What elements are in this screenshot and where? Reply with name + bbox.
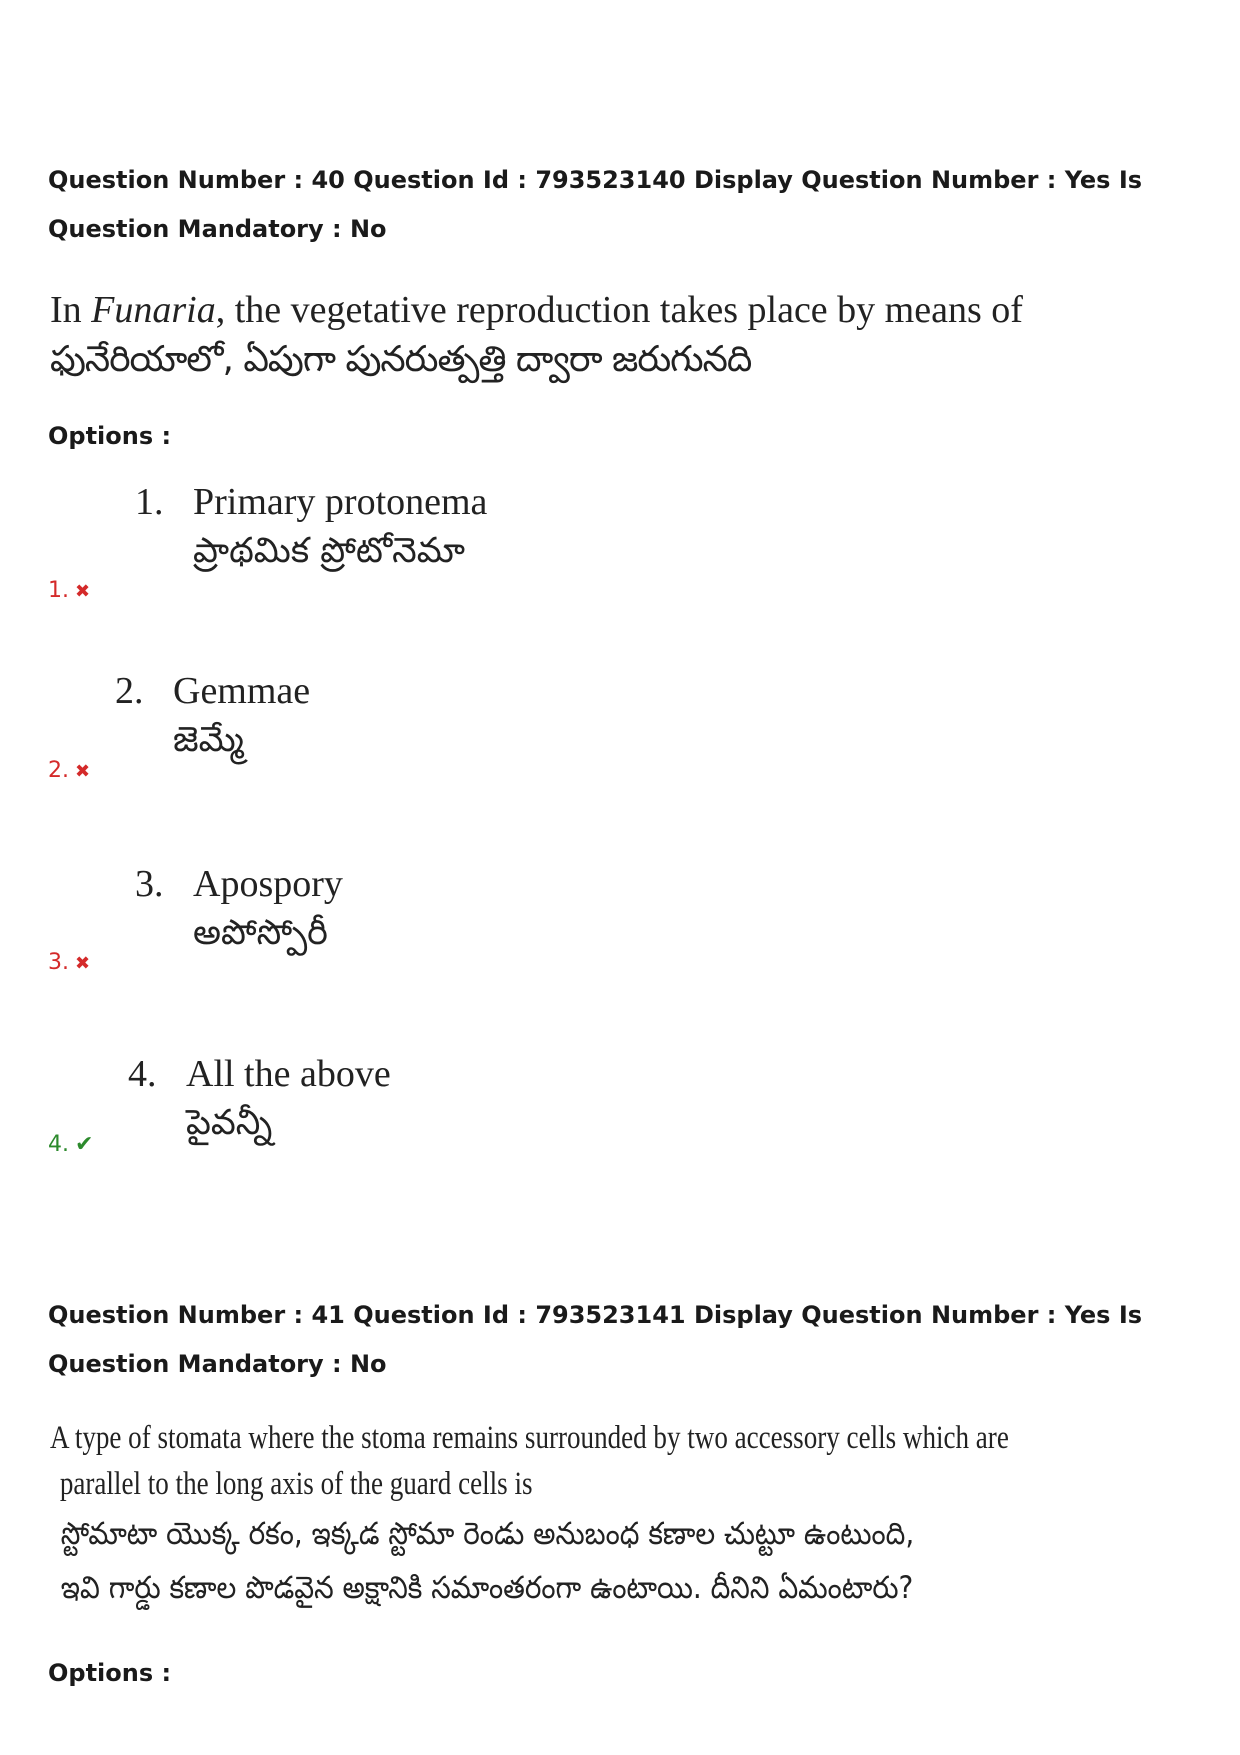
option-marker: 2. ✖ — [48, 758, 91, 783]
option-4 — [128, 1050, 391, 1148]
option-text-en: Primary protonema — [193, 481, 488, 523]
option-marker: 4. ✔ — [48, 1132, 94, 1157]
option-marker: 1. ✖ — [48, 578, 91, 603]
question-text-en: In Funaria, the vegetative reproduction takes place by means of — [50, 289, 1023, 331]
option-text-te: పైవన్నీ — [186, 1103, 273, 1143]
option-3 — [135, 860, 343, 958]
question-text-italic: Funaria — [91, 289, 216, 331]
question-text — [50, 1415, 1219, 1615]
option-1 — [135, 478, 487, 576]
question-header: Question Number : 41 Question Id : 793523141 Display Question Number : Yes Is Question Mandatory : No — [48, 1301, 1143, 1378]
option-text-en: Apospory — [193, 863, 343, 905]
option-2 — [115, 667, 310, 765]
question-text-en: parallel to the long axis of the guard cells is — [59, 1466, 533, 1502]
option-text-te: జెమ్మే — [173, 720, 244, 760]
option-text-en: Gemmae — [173, 670, 311, 712]
option-number: 3. — [135, 863, 164, 905]
option-text-te: అపోస్పోరీ — [193, 913, 328, 953]
question-text-te: ఇవి గార్డు కణాల పొడవైన అక్షానికి సమాంతరంగా ఉంటాయి. దీనిని ఏమంటారు? — [60, 1570, 914, 1606]
option-text-te: ప్రాథమిక ప్రోటోనెమా — [193, 531, 466, 571]
wrong-icon: ✖ — [75, 953, 91, 974]
options-label: Options : — [48, 1659, 172, 1687]
question-text-en: A type of stomata where the stoma remains surrounded by two accessory cells which are — [50, 1420, 1009, 1456]
wrong-icon: ✖ — [75, 761, 91, 782]
question-text-te: స్టోమాటా యొక్క రకం, ఇక్కడ స్టోమా రెండు అనుబంధ కణాల చుట్టూ ఉంటుంది, — [60, 1516, 915, 1552]
wrong-icon: ✖ — [75, 581, 91, 602]
option-number: 1. — [135, 481, 164, 523]
option-number: 2. — [115, 670, 144, 712]
question-text — [50, 285, 1023, 385]
option-text-en: All the above — [186, 1053, 391, 1095]
options-label: Options : — [48, 422, 172, 450]
check-icon: ✔ — [75, 1132, 94, 1157]
question-text-te: ఫునేరియాలో, ఏపుగా పునరుత్పత్తి ద్వారా జరుగునది — [50, 339, 752, 380]
option-number: 4. — [128, 1053, 157, 1095]
option-marker: 3. ✖ — [48, 950, 91, 975]
question-header: Question Number : 40 Question Id : 793523140 Display Question Number : Yes Is Question Mandatory : No — [48, 166, 1143, 243]
